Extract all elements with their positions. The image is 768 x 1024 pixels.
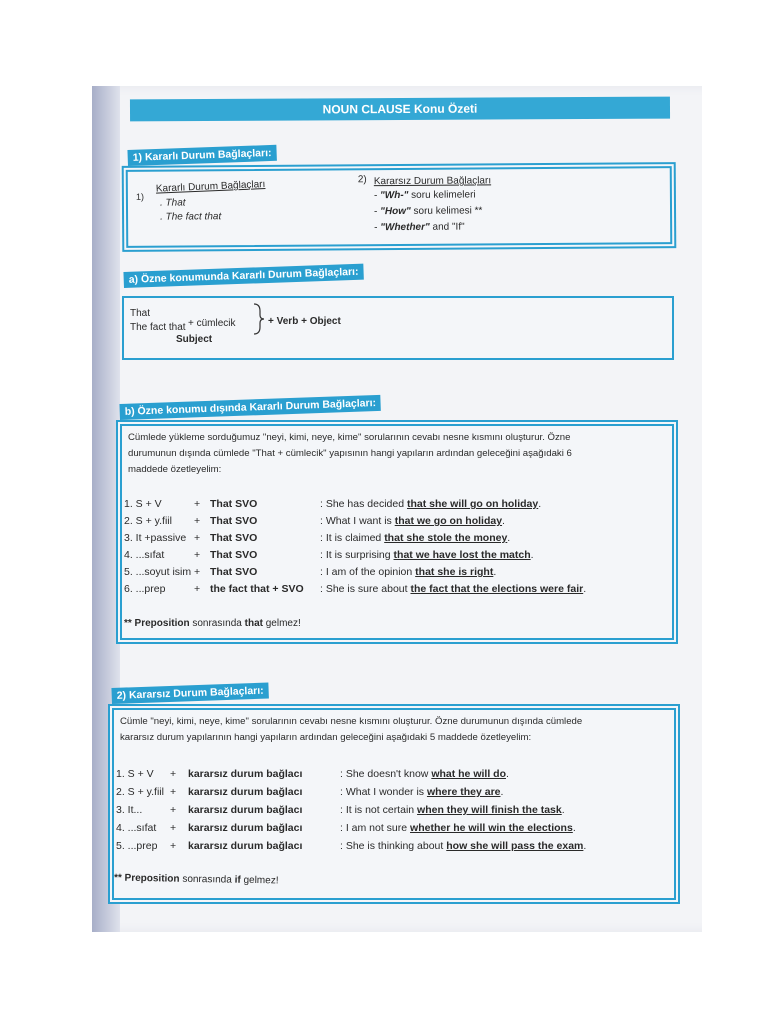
left-item-1: . That	[159, 197, 186, 209]
section-b-example-end: .	[530, 549, 534, 561]
section-b-plus: +	[194, 532, 201, 544]
section-b-plus: +	[194, 515, 201, 527]
section2-num: 2. S + y.fiil	[116, 786, 164, 798]
section-b-note: ** Preposition sonrasında that gelmez!	[124, 618, 301, 629]
left-item-2: . The fact that	[160, 211, 222, 223]
section2-row	[116, 804, 656, 820]
section-b-example-text: : What I want is	[320, 515, 395, 527]
section-b-example-clause: that we have lost the match	[393, 549, 531, 561]
section2-example	[340, 804, 565, 816]
section2-plus: +	[170, 840, 177, 852]
section-b-example-text: : She is sure about	[320, 583, 411, 595]
section2-intro-2: kararsız durum yapılarının hangi yapıların ardından geleceğini aşağıdaki 5 maddede özetleyelim:	[120, 732, 532, 743]
section-b-intro-3: maddede özetleyelim:	[128, 464, 222, 475]
section2-row	[116, 822, 656, 838]
section-b-conjunction: That SVO	[210, 532, 258, 544]
section2-conjunction: kararsız durum bağlacı	[188, 840, 303, 852]
section-b-example-text: : It is claimed	[320, 532, 385, 544]
section2-conjunction: kararsız durum bağlacı	[188, 786, 303, 798]
section-b-label: b) Özne konumu dışında Kararlı Durum Bağlaçları:	[119, 395, 381, 420]
section-b-example-text: : I am of the opinion	[320, 566, 416, 578]
section-b-num: 3. It +passive	[124, 532, 187, 544]
section-b-conjunction: the fact that + SVO	[210, 583, 304, 595]
section2-plus: +	[170, 786, 177, 798]
formula-subject: Subject	[176, 334, 213, 345]
section2-example-end: .	[561, 804, 565, 816]
section2-row	[116, 768, 656, 784]
section-b-example	[320, 532, 510, 544]
formula-the-fact-that: The fact that	[130, 322, 186, 333]
section2-example-clause: what he will do	[431, 768, 506, 780]
section2-example-end: .	[505, 768, 509, 780]
right-item-2: - "How" soru kelimesi **	[373, 205, 483, 218]
left-title: Kararlı Durum Bağlaçları	[155, 179, 266, 195]
section-b-row	[124, 583, 664, 599]
section2-example-clause: where they are	[426, 786, 501, 798]
section2-label: 2) Kararsız Durum Bağlaçları:	[111, 683, 269, 704]
section-b-example-text: : She has decided	[320, 498, 407, 510]
section2-example	[340, 786, 503, 798]
section-b-row	[124, 498, 664, 514]
section-b-row	[124, 566, 664, 582]
section-b-num: 5. ...soyut isim	[124, 566, 192, 578]
page-title: NOUN CLAUSE Konu Özeti	[130, 97, 670, 122]
section-b-intro-2: durumunun dışında cümlede "That + cümlecik" yapısının hangi yapıların ardından geleceğini aşağıdaki 6	[128, 448, 572, 459]
section-b-example	[320, 498, 541, 510]
section2-plus: +	[170, 768, 177, 780]
formula-plus-clause: + cümlecik	[188, 318, 236, 329]
section2-num: 1. S + V	[116, 768, 154, 780]
section2-row	[116, 840, 656, 856]
section2-example-end: .	[583, 840, 587, 852]
section-b-example	[320, 549, 534, 561]
section-b-row	[124, 532, 664, 548]
formula-verb-object: + Verb + Object	[268, 316, 341, 327]
section2-example	[340, 822, 576, 834]
section2-conjunction: kararsız durum bağlacı	[188, 822, 303, 834]
section2-num: 3. It...	[116, 804, 143, 816]
section-b-conjunction: That SVO	[210, 515, 258, 527]
right-item-1: - "Wh-" soru kelimeleri	[373, 189, 476, 202]
section1-box	[126, 166, 673, 248]
section-b-example	[320, 515, 505, 527]
section1-label: 1) Kararlı Durum Bağlaçları:	[127, 145, 276, 166]
section2-example-clause: whether he will win the elections	[410, 822, 573, 834]
right-num: 2)	[357, 174, 367, 186]
section2-example	[340, 768, 509, 780]
section-b-example-clause: that we go on holiday	[394, 515, 503, 527]
section-b-num: 6. ...prep	[124, 583, 166, 595]
section-b-intro-1: Cümlede yükleme sorduğumuz "neyi, kimi, neye, kime" sorularının cevabı nesne kısmını oluşturur. Özne	[128, 432, 571, 443]
formula-that: That	[130, 308, 151, 319]
section2-num: 5. ...prep	[116, 840, 158, 852]
section-b-num: 2. S + y.fiil	[124, 515, 172, 527]
section2-row	[116, 786, 656, 802]
section2-example-end: .	[572, 822, 576, 834]
section2-example-clause: when they will finish the task	[417, 804, 562, 816]
section-b-example-end: .	[583, 583, 587, 595]
section-b-example-text: : It is surprising	[320, 549, 394, 561]
right-title: Kararsız Durum Bağlaçları	[373, 175, 492, 188]
left-num: 1)	[135, 191, 144, 202]
section2-example-text: : What I wonder is	[340, 786, 427, 798]
section-b-example-end: .	[538, 498, 542, 510]
section-b-example-clause: that she stole the money	[384, 532, 508, 544]
section2-example-text: : She is thinking about	[340, 840, 447, 852]
section2-example-text: : I am not sure	[340, 822, 411, 834]
section-b-num: 4. ...sıfat	[124, 549, 165, 561]
section2-num: 4. ...sıfat	[116, 822, 157, 834]
section-b-example-end: .	[493, 566, 497, 578]
section-b-row	[124, 515, 664, 531]
section2-conjunction: kararsız durum bağlacı	[188, 768, 303, 780]
section2-example	[340, 840, 586, 852]
section-b-row	[124, 549, 664, 565]
section-a-label: a) Özne konumunda Kararlı Durum Bağlaçları:	[123, 264, 363, 288]
section2-example-text: : It is not certain	[340, 804, 418, 816]
section-b-example-clause: that she is right	[415, 566, 494, 578]
right-brace-icon	[252, 302, 266, 336]
section-b-conjunction: That SVO	[210, 498, 258, 510]
right-item-3: - "Whether" and "If"	[374, 221, 465, 234]
section2-intro-1: Cümle "neyi, kimi, neye, kime" sorularının cevabı nesne kısmını oluşturur. Özne durumunun dışında cümlede	[120, 716, 583, 727]
section-b-plus: +	[194, 498, 201, 510]
section-b-plus: +	[194, 549, 201, 561]
section-b-plus: +	[194, 583, 201, 595]
section2-plus: +	[170, 804, 177, 816]
section-b-example-clause: the fact that the elections were fair	[410, 583, 584, 595]
section-b-conjunction: That SVO	[210, 549, 258, 561]
section-b-example-end: .	[502, 515, 505, 527]
section2-conjunction: kararsız durum bağlacı	[188, 804, 303, 816]
section-b-example	[320, 583, 586, 595]
section2-example-clause: how she will pass the exam	[446, 840, 584, 852]
section-b-example	[320, 566, 496, 578]
section-b-example-clause: that she will go on holiday	[406, 498, 539, 510]
section2-example-end: .	[500, 786, 504, 798]
section2-plus: +	[170, 822, 177, 834]
section-b-num: 1. S + V	[124, 498, 162, 510]
section-b-plus: +	[194, 566, 201, 578]
section2-example-text: : She doesn't know	[340, 768, 432, 780]
section2-note: ** Preposition sonrasında if gelmez!	[113, 872, 279, 887]
section-a-box	[122, 296, 674, 360]
section-b-conjunction: That SVO	[210, 566, 258, 578]
section-b-example-end: .	[507, 532, 511, 544]
